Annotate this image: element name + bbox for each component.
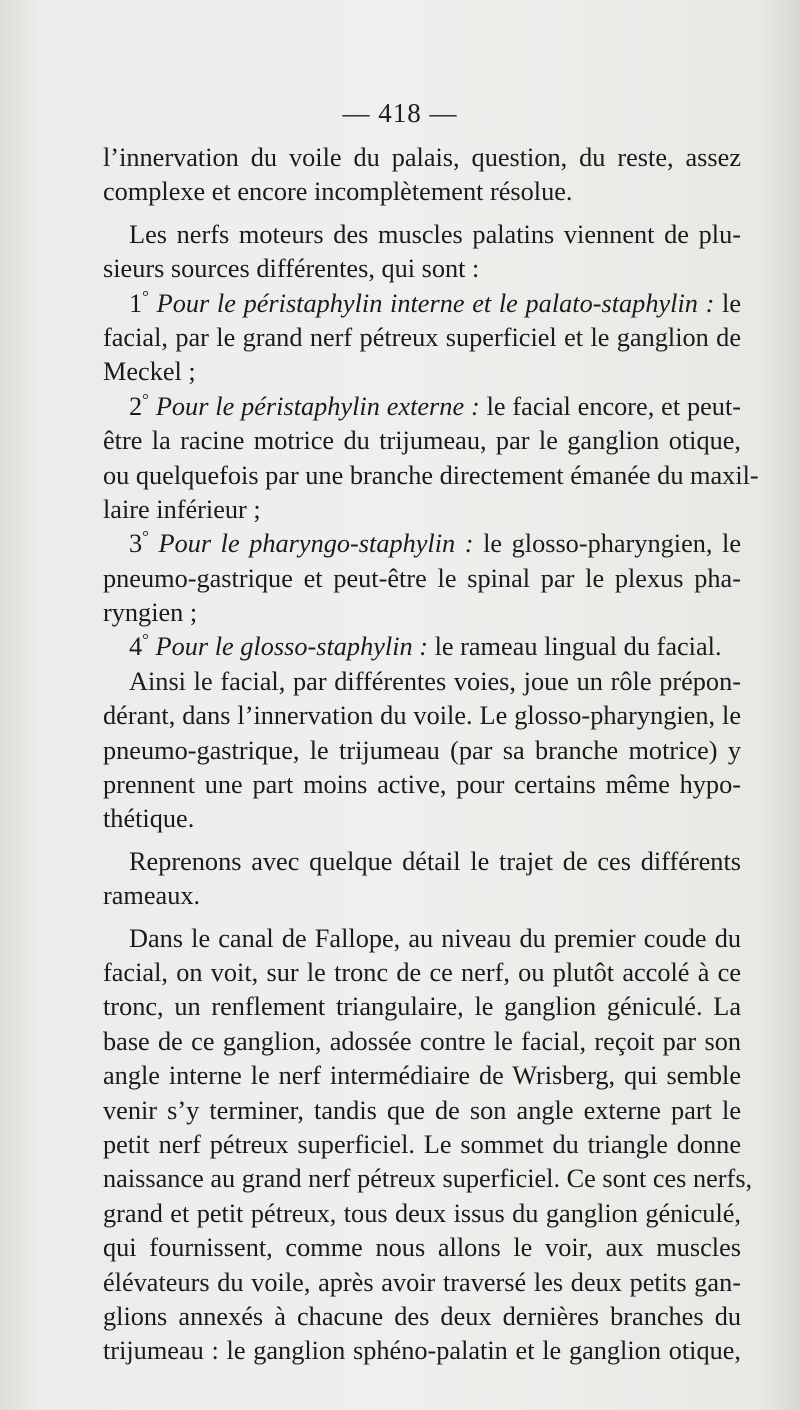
line-text: base de ce ganglion, adossée contre le facial, reçoit par son — [103, 1026, 741, 1056]
text-line — [103, 1334, 741, 1368]
line-text: rameaux. — [103, 881, 201, 911]
text-line — [103, 252, 741, 286]
text-line — [103, 562, 741, 596]
line-text: dérant, dans l’innervation du voile. Le glosso-pharyngien, le — [103, 701, 741, 731]
text-line — [103, 321, 741, 355]
text-line — [103, 390, 741, 424]
line-text: trijumeau : le ganglion sphéno-palatin et le ganglion otique, — [103, 1336, 741, 1366]
text-line — [103, 1266, 741, 1300]
text-line — [103, 734, 741, 768]
text-line — [103, 1025, 741, 1059]
line-text: facial, on voit, sur le tronc de ce nerf, ou plutôt accolé à ce — [103, 957, 741, 987]
line-text: naissance au grand nerf pétreux superficiel. Ce sont ces nerfs, — [103, 1164, 753, 1194]
line-text: pneumo-gastrique et peut-être le spinal par le plexus pha- — [103, 563, 741, 593]
line-text: ryngien ; — [103, 598, 198, 628]
text-line — [103, 665, 741, 699]
text-line — [103, 802, 741, 836]
line-text: pneumo-gastrique, le trijumeau (par sa branche motrice) y — [103, 735, 741, 765]
line-text: Les nerfs moteurs des muscles palatins viennent de plu- — [129, 219, 741, 249]
italic-heading: Pour le pharyngo-staphylin : — [158, 529, 474, 559]
body-text — [103, 141, 759, 1369]
paragraph — [103, 287, 741, 390]
line-text: Ainsi le facial, par différentes voies, joue un rôle prépon- — [129, 666, 741, 696]
text-line — [103, 218, 741, 252]
paragraph — [103, 630, 741, 664]
line-text: ou quelquefois par une branche directement émanée du maxil- — [103, 460, 759, 490]
line-text: Reprenons avec quelque détail le trajet de ces différents — [129, 846, 741, 876]
paragraph — [103, 845, 741, 914]
line-text: thétique. — [103, 804, 195, 834]
text-line — [103, 355, 741, 389]
line-text: petit nerf pétreux superficiel. Le sommet du triangle donne — [103, 1129, 741, 1159]
italic-heading: Pour le péristaphylin interne et le palato-staphylin : — [156, 288, 715, 318]
text-line — [103, 699, 741, 733]
list-number: 2° — [129, 389, 149, 421]
text-line — [103, 1059, 741, 1093]
text-line — [103, 922, 741, 956]
page-number: — 418 — — [342, 98, 458, 128]
line-text: le facial encore, et peut- — [479, 391, 742, 421]
text-line — [103, 527, 741, 561]
italic-heading: Pour le péristaphylin externe : — [155, 391, 480, 421]
text-line — [103, 287, 741, 321]
text-line — [103, 990, 741, 1024]
paragraph-gap — [103, 210, 741, 218]
text-line — [103, 175, 741, 209]
text-line — [103, 493, 741, 527]
text-line — [103, 956, 741, 990]
line-text: Meckel ; — [103, 357, 196, 387]
paragraph — [103, 389, 759, 528]
paragraph — [103, 141, 741, 210]
text-line — [103, 879, 741, 913]
line-text: le — [714, 288, 742, 318]
italic-heading: Pour le glosso-staphylin : — [155, 632, 428, 662]
line-text: laire inférieur ; — [103, 494, 261, 524]
paragraph-gap — [103, 837, 741, 845]
paragraph — [103, 922, 753, 1369]
list-number: 4° — [129, 630, 149, 662]
paragraph — [103, 218, 741, 287]
line-text: glions annexés à chacune des deux dernières branches du — [103, 1301, 741, 1331]
line-text: venir s’y terminer, tandis que de son angle externe part le — [103, 1095, 741, 1125]
line-text: le rameau lingual du facial. — [428, 632, 722, 662]
text-line — [103, 630, 741, 664]
paragraph-gap — [103, 914, 741, 922]
list-number: 1° — [129, 286, 149, 318]
text-line — [103, 1197, 741, 1231]
line-text: l’innervation du voile du palais, question, du reste, assez — [103, 143, 741, 172]
text-line — [103, 596, 741, 630]
line-text: être la racine motrice du trijumeau, par le ganglion otique, — [103, 426, 741, 456]
line-text: qui fournissent, comme nous allons le voir, aux muscles — [103, 1233, 741, 1263]
text-line — [103, 1300, 741, 1334]
paragraph — [103, 527, 741, 630]
line-text: prennent une part moins active, pour certains même hypo- — [103, 770, 741, 800]
text-line — [103, 459, 759, 493]
line-text: le glosso-pharyngien, le — [473, 529, 741, 559]
line-text: Dans le canal de Fallope, au niveau du premier coude du — [129, 923, 741, 953]
text-line — [103, 1162, 753, 1196]
text-line — [103, 1231, 741, 1265]
line-text: sieurs sources différentes, qui sont : — [103, 254, 480, 284]
text-line — [103, 1128, 741, 1162]
text-line — [103, 845, 741, 879]
line-text: tronc, un renflement triangulaire, le ganglion géniculé. La — [103, 992, 741, 1022]
line-text: facial, par le grand nerf pétreux superficiel et le ganglion de — [103, 322, 741, 352]
text-line — [103, 141, 741, 175]
line-text: élévateurs du voile, après avoir traversé les deux petits gan- — [103, 1267, 741, 1297]
line-text: angle interne le nerf intermédiaire de Wrisberg, qui semble — [103, 1061, 741, 1091]
list-number: 3° — [129, 527, 149, 559]
text-line — [103, 768, 741, 802]
text-line — [103, 1094, 741, 1128]
text-line — [103, 424, 741, 458]
paragraph — [103, 665, 741, 837]
line-text: grand et petit pétreux, tous deux issus du ganglion géniculé, — [103, 1198, 741, 1228]
line-text: complexe et encore incomplètement résolue. — [103, 177, 573, 207]
